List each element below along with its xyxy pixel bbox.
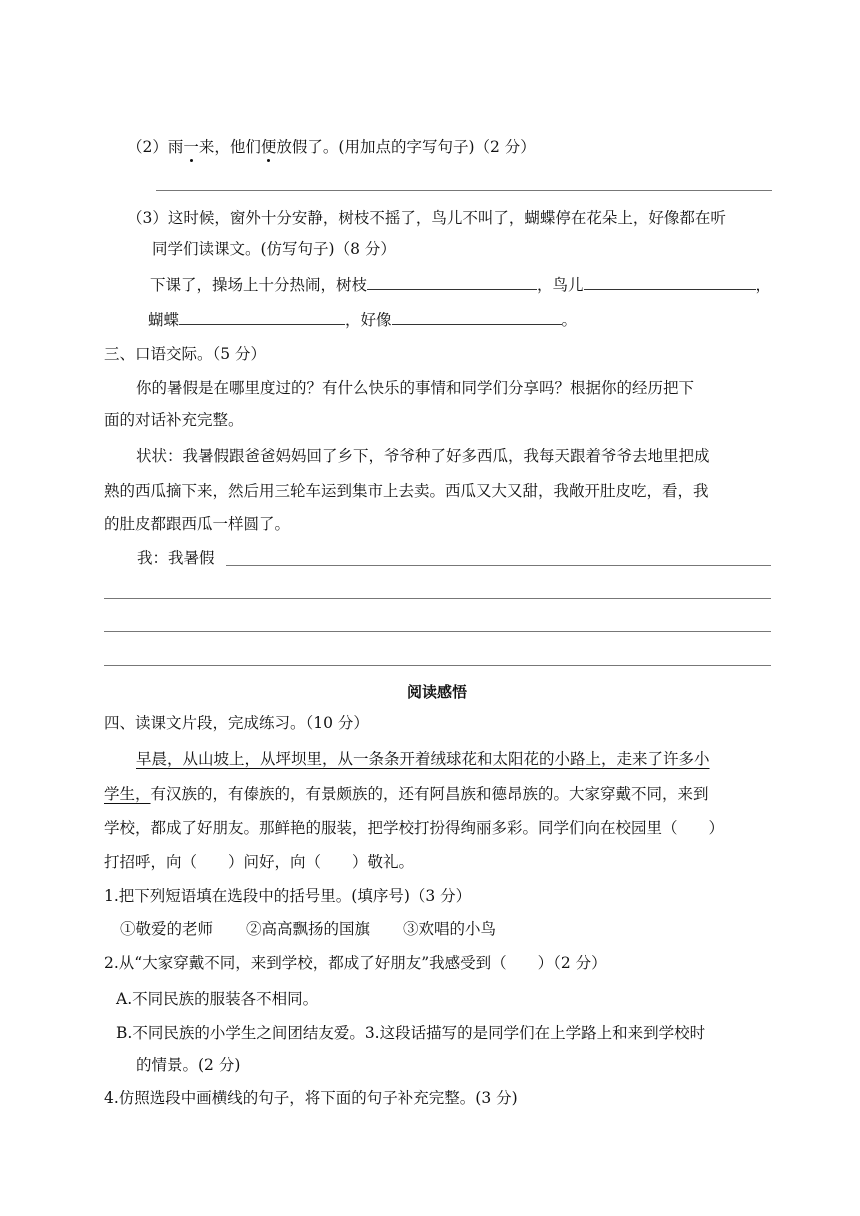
q3-fill2-text-b: ，好像	[345, 311, 392, 329]
reading-q1: 1.把下列短语填在选段中的括号里。(填序号)（3 分）	[104, 887, 472, 905]
section3-para1-line2: 面的对话补充完整。	[104, 411, 244, 429]
section3-para2-line2: 熟的西瓜摘下来，然后用三轮车运到集市上去卖。西瓜又大又甜，我敞开肚皮吃，看，我	[104, 482, 709, 500]
me-answer-line-3[interactable]	[104, 631, 771, 632]
q3-fill1-text-a: 下课了，操场上十分热闹，树枝	[150, 276, 368, 294]
reading-para-line2-rest: 有汉族的，有傣族的，有景颇族的，还有阿昌族和德昂族的。大家穿戴不同，来到	[150, 785, 709, 803]
reading-para-line4: 打招呼，向（ ）问好，向（ ）敬礼。	[104, 853, 415, 871]
q3-fill1-text-b: ，鸟儿	[537, 276, 584, 294]
section3-para2-line1: 状状：我暑假跟爸爸妈妈回了乡下，爷爷种了好多西瓜，我每天跟着爷爷去地里把成	[136, 447, 710, 465]
q1-option-2: ②高高飘扬的国旗	[246, 920, 371, 938]
reading-q4: 4.仿照选段中画横线的句子，将下面的句子补充完整。(3 分)	[104, 1089, 518, 1107]
reading-q2-option-a: A.不同民族的服装各不相同。	[116, 990, 319, 1008]
section3-para1-line1: 你的暑假是在哪里度过的？有什么快乐的事情和同学们分享吗？根据你的经历把下	[136, 379, 695, 397]
q2-dotted-char-1: 一	[183, 138, 199, 156]
reading-underlined-sentence-2: 学生，	[104, 785, 151, 803]
q3-prompt-line2: 同学们读课文。(仿写句子)（8 分）	[152, 240, 396, 258]
q1-option-1: ①敬爱的老师	[120, 920, 214, 938]
q3-prompt-line1: （3）这时候，窗外十分安静，树枝不摇了，鸟儿不叫了，蝴蝶停在花朵上，好像都在听	[127, 209, 726, 227]
q2-dotted-char-2: 便	[260, 138, 277, 156]
reading-para-line1	[136, 748, 710, 770]
q3-blank-seems[interactable]	[392, 309, 562, 325]
reading-para-line3: 学校，都成了好朋友。那鲜艳的服装，把学校打扮得绚丽多彩。同学们向在校园里（ ）	[104, 819, 725, 837]
me-answer-line-2[interactable]	[104, 598, 771, 599]
q1-option-3: ③欢唱的小鸟	[403, 920, 497, 938]
q2-text-pre: （2）雨	[127, 138, 184, 156]
reading-q3-continuation: 的情景。(2 分)	[136, 1056, 241, 1074]
reading-underlined-sentence-1: 早晨，从山坡上，从坪坝里，从一条条开着绒球花和太阳花的小路上，走来了许多小	[136, 750, 710, 768]
section3-me-label: 我：我暑假	[137, 549, 215, 567]
q3-fill1-text-c: ，	[755, 276, 772, 294]
q3-blank-birds[interactable]	[584, 274, 756, 290]
q2-text-post: 放假了。(用加点的字写句子)（2 分）	[276, 138, 536, 156]
q3-fill2-text-c: 。	[561, 311, 578, 329]
q3-fill-line2	[148, 309, 577, 331]
reading-heading: 四、读课文片段，完成练习。（10 分）	[104, 714, 369, 732]
reading-q1-options	[120, 918, 496, 940]
reading-q2: 2.从“大家穿戴不同，来到学校，都成了好朋友”我感受到（ ）（2 分）	[104, 954, 607, 972]
me-answer-line-1[interactable]	[226, 565, 771, 566]
q3-blank-branches[interactable]	[367, 274, 537, 290]
reading-para-line2	[104, 783, 709, 805]
q3-fill-line1	[150, 274, 771, 296]
section3-heading: 三、口语交际。（5 分）	[104, 345, 267, 363]
section3-para2-line3: 的肚皮都跟西瓜一样圆了。	[104, 515, 291, 533]
q2-answer-line[interactable]	[156, 190, 772, 191]
reading-q2-option-b: B.不同民族的小学生之间团结友爱。3.这段话描写的是同学们在上学路上和来到学校时	[116, 1024, 706, 1042]
q3-fill2-text-a: 蝴蝶	[148, 311, 180, 329]
q3-blank-butterfly[interactable]	[179, 309, 345, 325]
reading-title: 阅读感悟	[407, 683, 468, 701]
q2-text-mid: 来，他们	[198, 138, 261, 156]
q2-prompt	[127, 136, 536, 158]
me-answer-line-4[interactable]	[104, 665, 771, 666]
